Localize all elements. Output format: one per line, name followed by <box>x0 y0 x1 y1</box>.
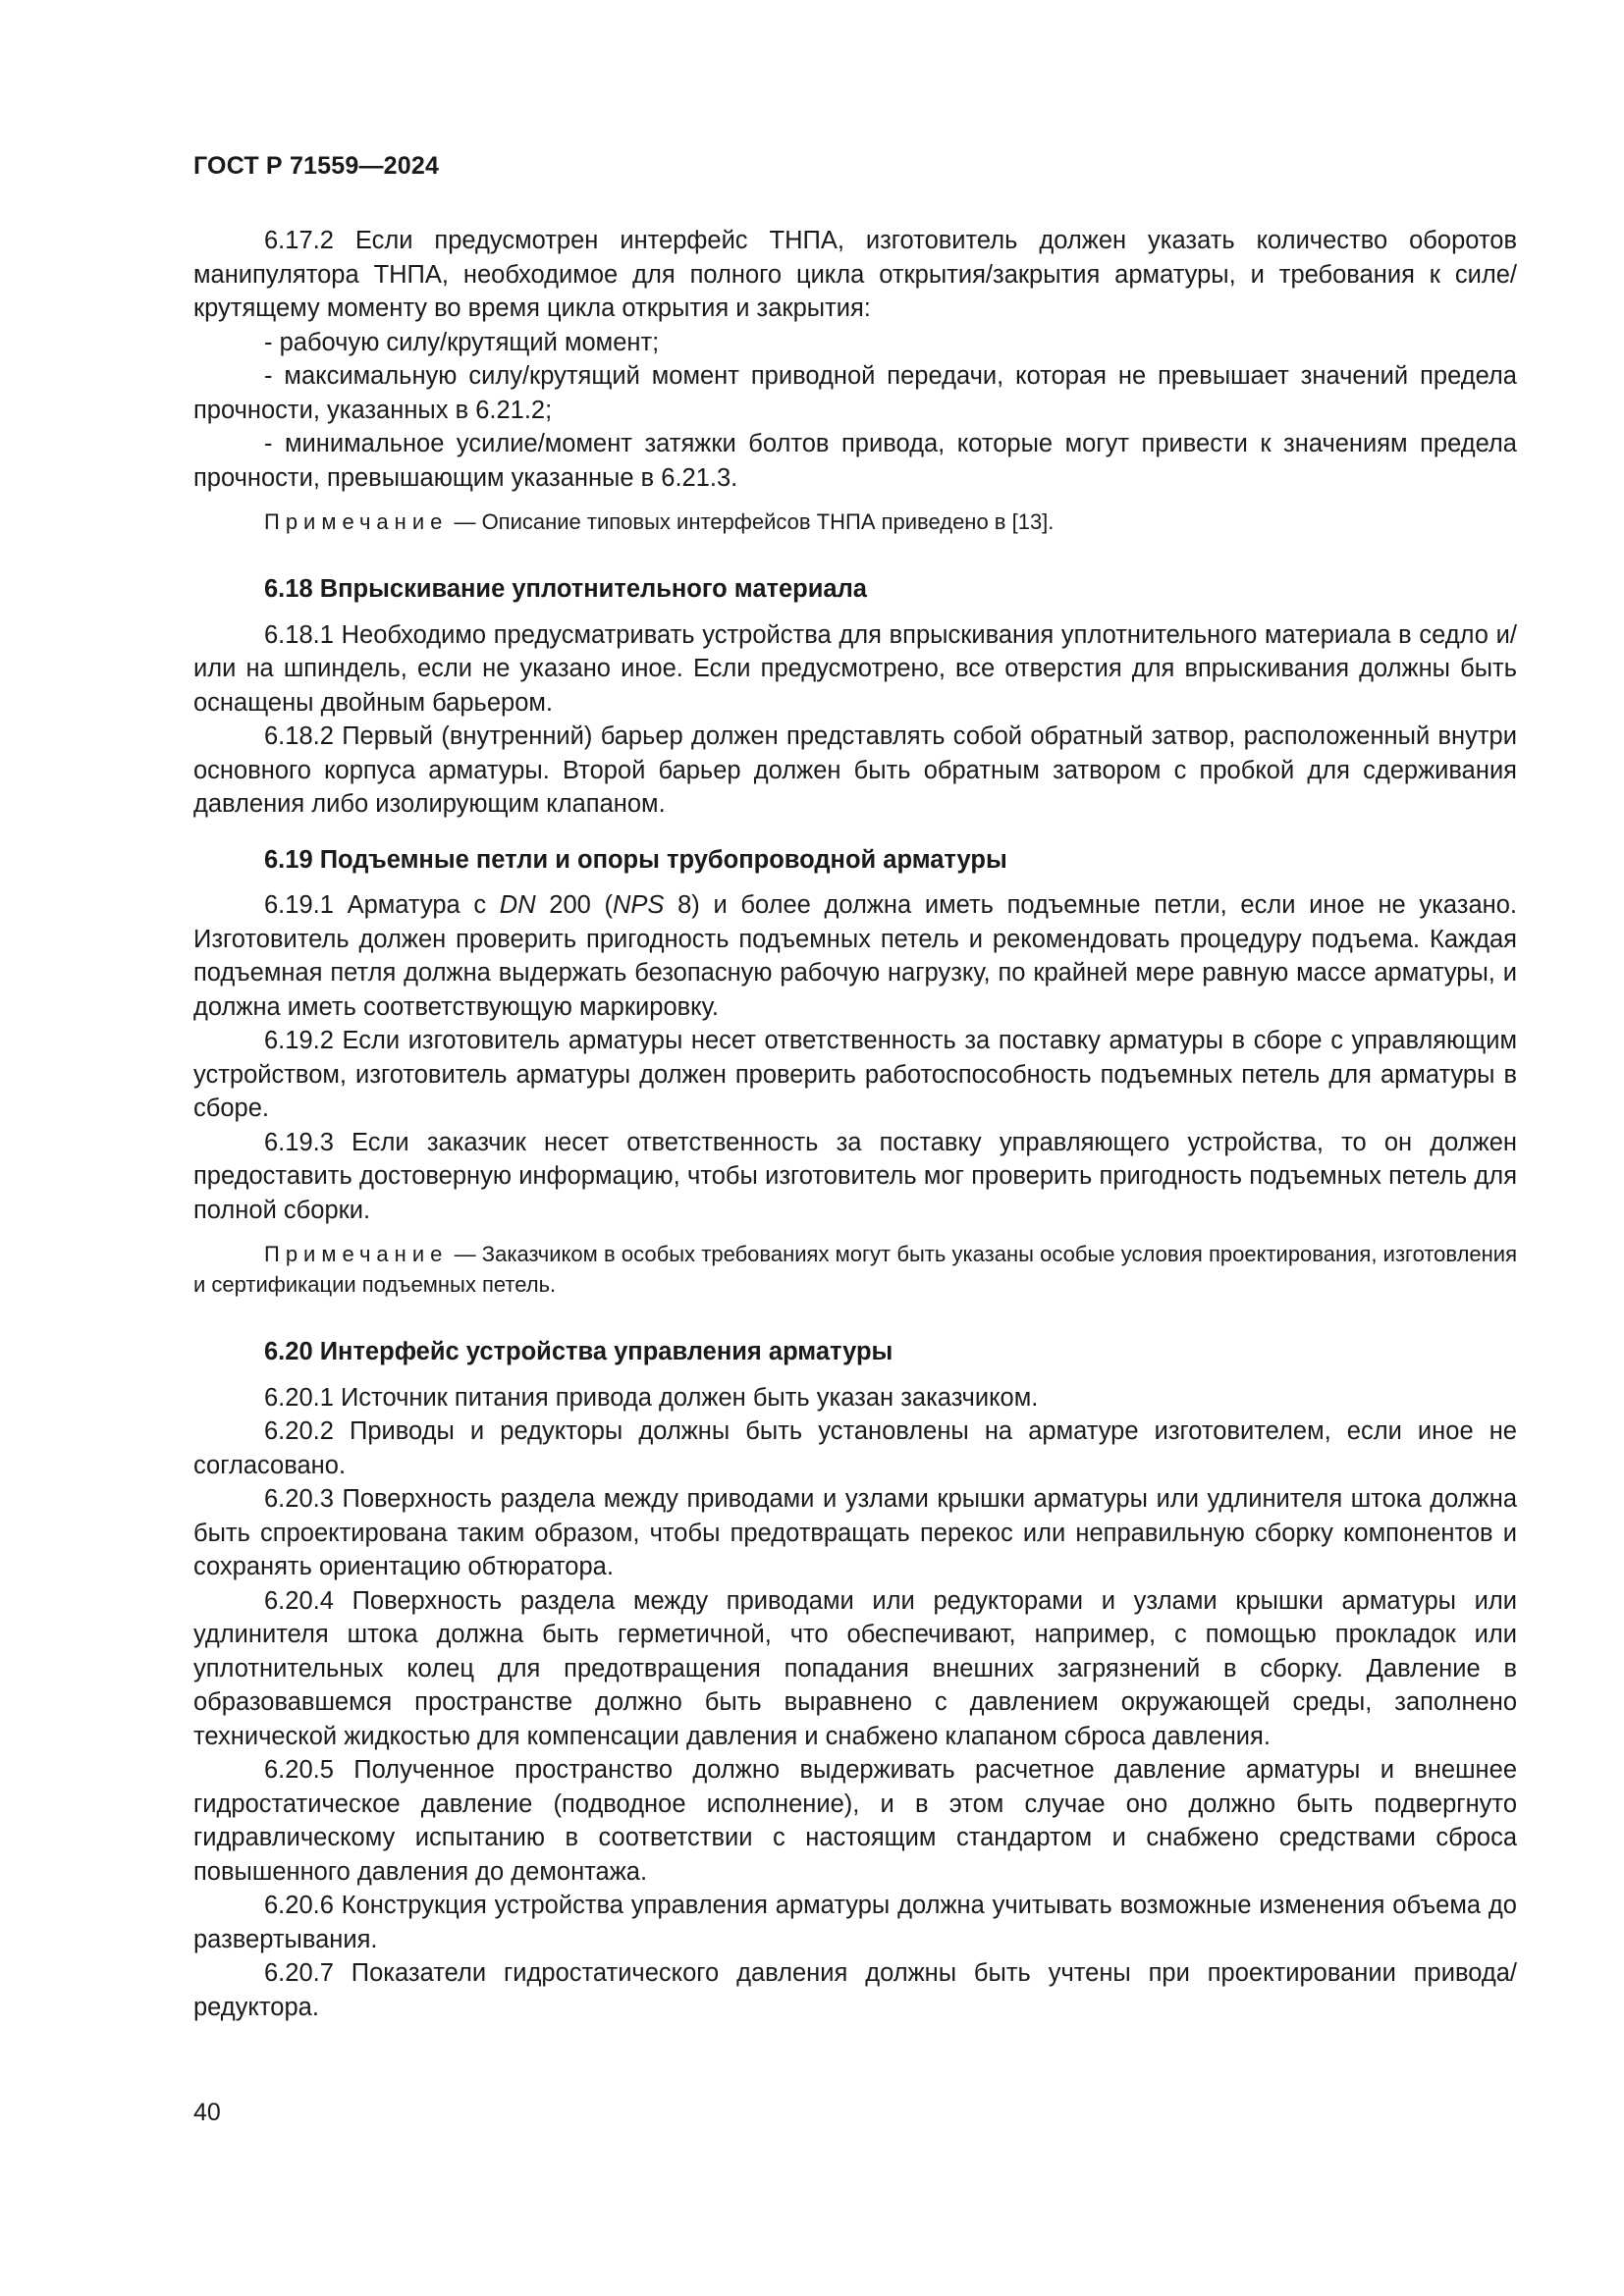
text-run-italic: DN <box>499 891 536 919</box>
text-run-italic: NPS <box>613 891 665 919</box>
paragraph-6-20-1: 6.20.1 Источник питания привода должен быть указан заказчиком. <box>264 1383 1039 1412</box>
note-text: — Описание типовых интерфейсов ТНПА приведено в [13]. <box>448 509 1055 534</box>
list-item: - минимальное усилие/момент затяжки болтов привода, которые могут привести к значениям предела прочности, превышающим указанные в 6.21.3. <box>193 430 1517 492</box>
paragraph-6-20-7: 6.20.7 Показатели гидростатического давления должны быть учтены при проектировании привода/редуктора. <box>193 1959 1517 2021</box>
paragraph-6-19-1 <box>193 888 1517 1024</box>
list-item: - рабочую силу/крутящий момент; <box>264 328 660 356</box>
paragraph-6-18-2: 6.18.2 Первый (внутренний) барьер должен представлять собой обратный затвор, расположенный внутри основного корпуса арматуры. Второй барьер должен быть обратным затвором с пробкой для сдерживания давления либо изолирующим клапаном. <box>193 722 1517 818</box>
list-item: - максимальную силу/крутящий момент приводной передачи, которая не превышает значений предела прочности, указанных в 6.21.2; <box>193 362 1517 424</box>
note-6-17 <box>193 507 1517 537</box>
text-run: 8) и более должна иметь подъемные петли, если иное не указано. Изготовитель должен проверить пригодность подъемных петель и рекомендовать процедуру подъема. Каждая подъемная петля должна выдержать безопасную рабочую нагрузку, по крайней мере равную массе арматуры, и должна иметь соответствующую маркировку. <box>193 891 1517 1021</box>
text-run: 200 ( <box>535 891 613 919</box>
note-6-19 <box>193 1239 1517 1300</box>
paragraph-6-18-1: 6.18.1 Необходимо предусматривать устройства для впрыскивания уплотнительного материала в седло и/или на шпиндель, если не указано иное. Если предусмотрено, все отверстия для впрыскивания должны быть оснащены двойным барьером. <box>193 620 1517 717</box>
note-text: — Заказчиком в особых требованиях могут быть указаны особые условия проектирования, изготовления и сертификации подъемных петель. <box>193 1242 1517 1297</box>
paragraph-6-20-3: 6.20.3 Поверхность раздела между приводами и узлами крышки арматуры или удлинителя штока должна быть спроектирована таким образом, чтобы предотвращать перекос или неправильную сборку компонентов и сохранять ориентацию обтюратора. <box>193 1485 1517 1580</box>
text-run: 6.19.1 Арматура с <box>264 891 500 919</box>
paragraph-6-20-4: 6.20.4 Поверхность раздела между приводами или редукторами и узлами крышки арматуры или удлинителя штока должна быть герметичной, что обеспечивают, например, с помощью прокладок или уплотнительных колец для предотвращения попадания внешних загрязнений в сборку. Давление в образовавшемся пространстве должно быть выравнено с давлением окружающей среды, заполнено технической жидкостью для компенсации давления и снабжено клапаном сброса давления. <box>193 1586 1517 1750</box>
section-6-17 <box>193 224 1517 537</box>
section-6-18 <box>193 572 1517 822</box>
paragraph-6-20-6: 6.20.6 Конструкция устройства управления арматуры должна учитывать возможные изменения объема до развертывания. <box>193 1892 1517 1953</box>
note-label: Примечание <box>264 509 449 534</box>
document-header: ГОСТ Р 71559—2024 <box>193 152 440 180</box>
section-heading: 6.20 Интерфейс устройства управления арматуры <box>264 1338 893 1365</box>
paragraph-6-17-2: 6.17.2 Если предусмотрен интерфейс ТНПА, изготовитель должен указать количество оборотов манипулятора ТНПА, необходимое для полного цикла открытия/закрытия арматуры, и требования к силе/крутящему моменту во время цикла открытия и закрытия: <box>193 227 1517 322</box>
section-heading: 6.18 Впрыскивание уплотнительного материала <box>264 575 867 603</box>
section-6-19 <box>193 843 1517 1301</box>
document-body <box>193 224 1517 2024</box>
page-number: 40 <box>193 2099 221 2126</box>
paragraph-6-19-2: 6.19.2 Если изготовитель арматуры несет ответственность за поставку арматуры в сборе с управляющим устройством, изготовитель арматуры должен проверить работоспособность подъемных петель для арматуры в сборе. <box>193 1027 1517 1122</box>
paragraph-6-20-5: 6.20.5 Полученное пространство должно выдерживать расчетное давление арматуры и внешнее гидростатическое давление (подводное исполнение), и в этом случае оно должно быть подвергнуто гидравлическому испытанию в соответствии с настоящим стандартом и снабжено средствами сброса повышенного давления до демонтажа. <box>193 1756 1517 1886</box>
paragraph-6-20-2: 6.20.2 Приводы и редукторы должны быть установлены на арматуре изготовителем, если иное не согласовано. <box>193 1417 1517 1479</box>
paragraph-6-19-3: 6.19.3 Если заказчик несет ответственность за поставку управляющего устройства, то он должен предоставить достоверную информацию, чтобы изготовитель мог проверить пригодность подъемных петель для полной сборки. <box>193 1128 1517 1224</box>
note-label: Примечание <box>264 1242 449 1266</box>
section-6-20 <box>193 1335 1517 2024</box>
section-heading: 6.19 Подъемные петли и опоры трубопроводной арматуры <box>264 845 1007 874</box>
